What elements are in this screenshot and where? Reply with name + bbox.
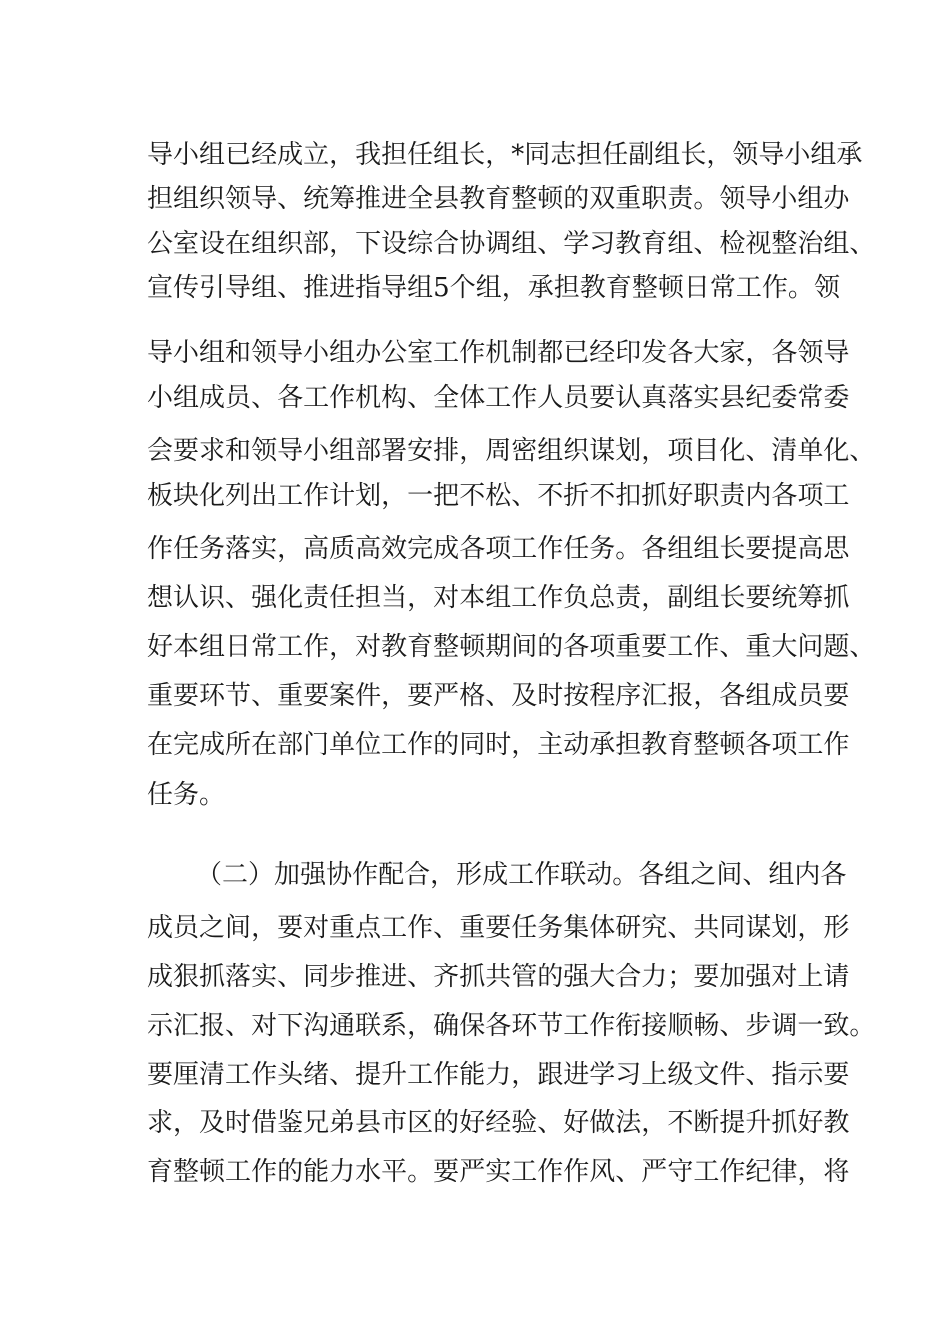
text-line: 重 要 环 节 、 重 要 案 件 ， 要 严 格 、 及 时 按 程 序 汇 报 ， 各 组 成 员 要 (147, 681, 850, 711)
text-line: 想 认 识 、 强 化 责 任 担 当 ， 对 本 组 工 作 负 总 责 ， 副 组 长 要 统 筹 抓 (147, 583, 850, 613)
text-line: 作 任 务 落 实 ， 高 质 高 效 完 成 各 项 工 作 任 务 。 各 组 组 长 要 提 高 思 (147, 534, 850, 564)
text-line: 在 完 成 所 在 部 门 单 位 工 作 的 同 时 ， 主 动 承 担 教 育 整 顿 各 项 工 作 (147, 730, 850, 760)
text-line: 育 整 顿 工 作 的 能 力 水 平 。 要 严 实 工 作 作 风 、 严 守 工 作 纪 律 ， 将 (147, 1157, 850, 1187)
text-line: 成 员 之 间 ， 要 对 重 点 工 作 、 重 要 任 务 集 体 研 究 、 共 同 谋 划 ， 形 (147, 913, 850, 943)
text-line: 小 组 成 员 、 各 工 作 机 构 、 全 体 工 作 人 员 要 认 真 落 实 县 纪 委 常 委 (147, 383, 850, 413)
text-line: 要 厘 清 工 作 头 绪 、 提 升 工 作 能 力 ， 跟 进 学 习 上 级 文 件 、 指 示 要 (147, 1060, 850, 1090)
text-line: 会 要 求 和 领 导 小 组 部 署 安 排 ， 周 密 组 织 谋 划 ， 项 目 化 、 清 单 化 、 (147, 436, 876, 466)
text-line: 求 ， 及 时 借 鉴 兄 弟 县 市 区 的 好 经 验 、 好 做 法 ， 不 断 提 升 抓 好 教 (147, 1108, 850, 1138)
text-line: 板 块 化 列 出 工 作 计 划 ， 一 把 不 松 、 不 折 不 扣 抓 好 职 责 内 各 项 工 (147, 481, 850, 511)
text-line: 宣 传 引 导 组 、 推 进 指 导 组 5 个 组 ， 承 担 教 育 整 顿 日 常 工 作 。 领 (147, 273, 840, 303)
text-line: 示 汇 报 、 对 下 沟 通 联 系 ， 确 保 各 环 节 工 作 衔 接 顺 畅 、 步 调 一 致 。 (147, 1011, 876, 1041)
text-line: 导 小 组 和 领 导 小 组 办 公 室 工 作 机 制 都 已 经 印 发 各 大 家 ， 各 领 导 (147, 338, 850, 368)
text-line: 担 组 织 领 导 、 统 筹 推 进 全 县 教 育 整 顿 的 双 重 职 责 。 领 导 小 组 办 (147, 184, 850, 214)
text-line: 成 狠 抓 落 实 、 同 步 推 进 、 齐 抓 共 管 的 强 大 合 力 ； 要 加 强 对 上 请 (147, 962, 850, 992)
text-line: 导 小 组 已 经 成 立 ， 我 担 任 组 长 ， * 同 志 担 任 副 组 长 ， 领 导 小 组 承 (147, 140, 863, 170)
text-line: 好 本 组 日 常 工 作 ， 对 教 育 整 顿 期 间 的 各 项 重 要 工 作 、 重 大 问 题 、 (147, 632, 876, 662)
text-line: （ 二 ） 加 强 协 作 配 合 ， 形 成 工 作 联 动 。 各 组 之 间 、 组 内 各 (196, 860, 847, 890)
text-line: 公 室 设 在 组 织 部 ， 下 设 综 合 协 调 组 、 学 习 教 育 组 、 检 视 整 治 组 、 (147, 229, 876, 259)
text-line: 任务。 (147, 780, 226, 810)
